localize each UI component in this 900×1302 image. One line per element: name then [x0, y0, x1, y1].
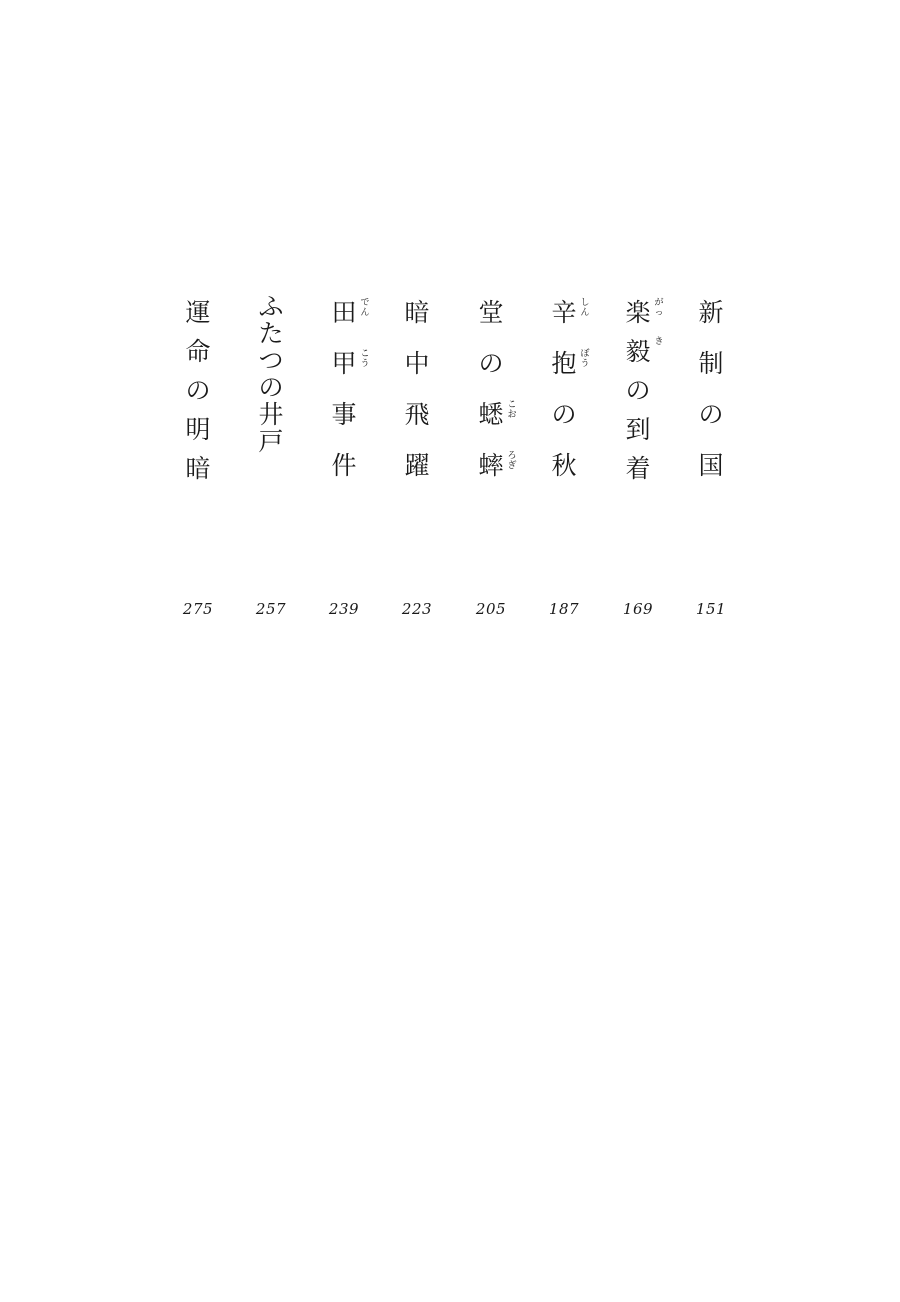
title-char: の	[185, 376, 211, 405]
ruby-reading	[507, 400, 517, 420]
page-number: 257	[255, 600, 287, 618]
page-number: 151	[695, 600, 727, 618]
title-char: 着	[625, 454, 651, 483]
chapter-entry	[321, 294, 381, 634]
chapter-title	[183, 294, 213, 489]
title-char: 抱 ぼ う	[551, 349, 590, 378]
title-char: つ	[258, 346, 284, 375]
title-char: 秋	[551, 451, 577, 480]
ruby-kana: う	[360, 359, 370, 369]
title-char: 堂	[478, 298, 504, 327]
title-char: 暗	[185, 454, 211, 483]
ruby-kana: が	[654, 298, 664, 308]
page-number: 169	[622, 600, 654, 618]
chapter-entry	[468, 294, 528, 634]
chapter-title	[402, 294, 432, 498]
ruby-kana: ぎ	[507, 461, 517, 471]
chapter-title	[623, 294, 664, 489]
title-char: 甲 こ う	[331, 349, 370, 378]
ruby-kana: ん	[360, 308, 370, 318]
ruby-reading	[580, 298, 590, 318]
ruby-kana: こ	[507, 400, 517, 410]
chapter-title	[256, 294, 286, 456]
title-char: 件	[331, 451, 357, 480]
ruby-kana: こ	[360, 349, 370, 359]
title-char: の	[625, 376, 651, 405]
ruby-reading	[360, 349, 370, 369]
ruby-reading	[507, 451, 517, 471]
title-char: 楽 が っ	[625, 298, 664, 327]
title-char: 事	[331, 400, 357, 429]
page-number: 223	[401, 600, 433, 618]
ruby-kana: で	[360, 298, 370, 308]
ruby-kana: ん	[580, 308, 590, 318]
title-char: 戸	[258, 427, 284, 456]
chapter-title	[696, 294, 726, 498]
title-char: 中	[404, 349, 430, 378]
title-char: の	[551, 400, 577, 429]
ruby-kana: し	[580, 298, 590, 308]
chapter-entry	[688, 294, 748, 634]
title-char: 蟀 ろ ぎ	[478, 451, 517, 480]
title-char: ふ	[258, 292, 284, 321]
ruby-kana: う	[580, 359, 590, 369]
ruby-reading	[360, 298, 370, 318]
title-char: た	[258, 319, 284, 348]
page-number: 275	[182, 600, 214, 618]
chapter-title	[476, 294, 517, 498]
chapter-entry	[541, 294, 601, 634]
ruby-reading	[654, 298, 664, 318]
title-char: 毅 き	[625, 337, 664, 366]
title-char: 到	[625, 415, 651, 444]
chapter-entry	[175, 294, 235, 634]
title-char: 井	[258, 400, 284, 429]
title-char: 蟋 こ お	[478, 400, 517, 429]
title-char: 制	[698, 349, 724, 378]
page-number: 187	[548, 600, 580, 618]
title-char: 暗	[404, 298, 430, 327]
title-char: の	[478, 349, 504, 378]
ruby-kana: ろ	[507, 451, 517, 461]
ruby-reading: き	[654, 337, 664, 347]
ruby-kana: お	[507, 410, 517, 420]
title-char: 田 で ん	[331, 298, 370, 327]
title-char: 辛 し ん	[551, 298, 590, 327]
title-char: 飛	[404, 400, 430, 429]
chapter-entry	[248, 294, 308, 634]
title-char: 運	[185, 298, 211, 327]
chapter-title	[549, 294, 590, 498]
chapter-title	[329, 294, 370, 498]
ruby-reading	[580, 349, 590, 369]
title-char: 国	[698, 451, 724, 480]
title-char: の	[258, 373, 284, 402]
chapter-entry	[615, 294, 675, 634]
ruby-kana: ぼ	[580, 349, 590, 359]
title-char: 命	[185, 337, 211, 366]
page-number: 239	[328, 600, 360, 618]
title-char: 躍	[404, 451, 430, 480]
title-char: の	[698, 400, 724, 429]
title-char: 新	[698, 298, 724, 327]
ruby-kana: っ	[654, 308, 664, 318]
chapter-entry	[394, 294, 454, 634]
page-number: 205	[475, 600, 507, 618]
title-char: 明	[185, 415, 211, 444]
